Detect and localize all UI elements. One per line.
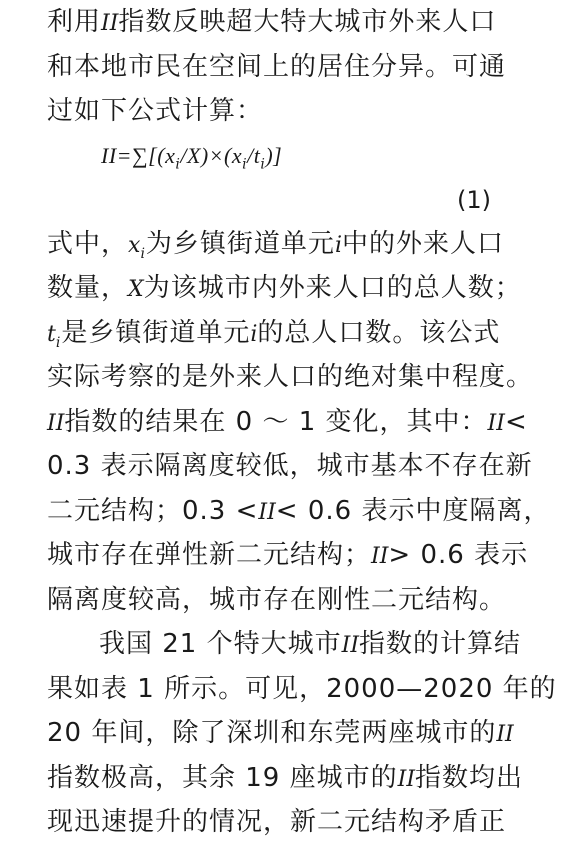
- variable: II: [397, 766, 416, 792]
- text-line: [47, 400, 528, 445]
- text-line: [47, 311, 501, 356]
- text-line: [47, 578, 507, 623]
- subscript: i: [140, 245, 146, 262]
- text-span: 20 年间，除了深圳和东莞两座城市的: [47, 718, 497, 748]
- text-line: [47, 711, 514, 756]
- text-line: [47, 45, 507, 90]
- variable: II: [47, 410, 65, 436]
- text-line: [47, 355, 534, 400]
- text-span: 现迅速提升的情况，新二元结构矛盾正: [47, 807, 507, 837]
- variable: II: [341, 633, 360, 658]
- text-line: [47, 444, 533, 489]
- text-span: 指数极高，其余 19 座城市的: [47, 762, 398, 793]
- variable: II: [258, 499, 276, 525]
- variable: II: [371, 544, 389, 569]
- text-span: 果如表 1 所示。可见，2000—2020 年的: [47, 673, 557, 704]
- text-span: 指数均出: [415, 762, 524, 793]
- variable: i: [250, 321, 258, 347]
- text-span: 0.3 表示隔离度较低，城市基本不存在新: [47, 451, 533, 481]
- subscript: i: [260, 155, 266, 172]
- variable: i: [334, 232, 342, 258]
- text-span: <: [504, 406, 528, 437]
- equation-number: (1): [457, 185, 491, 214]
- variable: X: [128, 277, 144, 302]
- text-span: 二元结构；0.3 <: [47, 495, 259, 526]
- text-span: 实际考察的是外来人口的绝对集中程度。: [47, 362, 534, 392]
- formula: [47, 134, 495, 178]
- text-span: 隔离度较高，城市存在刚性二元结构。: [47, 584, 507, 615]
- subscript: i: [242, 155, 248, 172]
- text-span: 中的外来人口: [341, 228, 504, 259]
- text-line: [47, 800, 507, 845]
- article-body: [47, 0, 557, 845]
- text-span: 是乡镇街道单元: [61, 317, 251, 348]
- text-span: 指数的结果在 0 ～ 1 变化，其中：: [64, 406, 488, 437]
- text-line: [47, 667, 557, 712]
- variable: t: [47, 321, 56, 347]
- formula-part: II=∑[(x: [101, 142, 176, 168]
- variable: II: [496, 722, 514, 747]
- variable: x: [128, 232, 141, 258]
- text-span: 指数反映超大特大城市外来人口: [118, 7, 497, 37]
- text-line: [47, 89, 495, 134]
- text-line: [47, 0, 495, 45]
- text-span: 和本地市民在空间上的居住分异。可通: [47, 51, 507, 82]
- text-span: 我国 21 个特大城市: [99, 629, 342, 659]
- text-line: [47, 222, 504, 267]
- text-line: [47, 266, 522, 311]
- text-span: 过如下公式计算：: [47, 96, 264, 126]
- text-line: [47, 533, 529, 578]
- text-span: 指数的计算结: [359, 629, 522, 659]
- text-span: 的总人口数。该公式: [257, 317, 501, 348]
- formula-part: /X)×(x: [180, 142, 243, 168]
- variable: II: [487, 410, 505, 436]
- text-span: 利用: [47, 7, 102, 37]
- variable: II: [101, 11, 119, 36]
- subscript: i: [175, 155, 181, 172]
- text-span: 为乡镇街道单元: [145, 228, 335, 259]
- text-span: 为该城市内外来人口的总人数；: [143, 273, 522, 303]
- text-span: 数量，: [47, 273, 129, 303]
- text-line: [47, 756, 524, 801]
- text-span: > 0.6 表示: [388, 540, 529, 570]
- formula-part: )]: [265, 142, 283, 168]
- text-span: < 0.6 表示中度隔离，: [275, 495, 551, 526]
- text-line: [47, 622, 522, 667]
- subscript: i: [55, 334, 62, 351]
- text-line: [47, 489, 551, 534]
- formula-part: /t: [247, 142, 261, 168]
- text-span: 式中，: [47, 228, 129, 259]
- text-span: 城市存在弹性新二元结构；: [47, 540, 372, 570]
